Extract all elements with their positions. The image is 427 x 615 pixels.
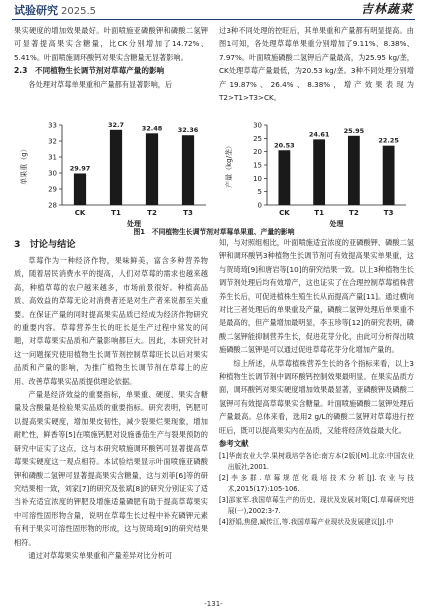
reference-item: [2]李多群.草莓规范化栽培技术分析[J].农业与技术,2015(17):105-106. — [219, 473, 414, 493]
bottom-left-column — [14, 236, 208, 562]
y-tick-label: 30 — [48, 169, 57, 178]
bottom-right-column — [219, 236, 414, 528]
journal-name: 试验研究 2025.5 — [14, 4, 96, 17]
fruit-weight-chart — [14, 117, 214, 227]
section-title: 3 讨论与结论 — [14, 239, 76, 250]
page-number: -131- — [204, 600, 223, 608]
paragraph: 知，与对照组相比，叶面喷施适宜浓度的亚磷酸钾、磷酸二氢钾和调环酸钙3种植物生长调节剂可有效提高果实单果重，这与贺琦琦[9]和唐岩等[10]的研究结果一致。以上3种植物生长调节剂处理后均有效增产，这也证实了在合理控制草莓植株营养生长后，可促进植株生殖生长从而提高产量[11]。通过横向对比三者处理后的单果重及产量，磷酸二氢钾处理后单果重不是最高的，但产量增加最明显，李玉珍等[12]的研究表明，磷酸二氢钾能抑制营养生长，促进花芽分化，由此可分析得出喷施磷酸二氢钾是可以通过促进草莓花芽分化增加产量的。 — [219, 238, 414, 355]
x-tick-label: CK — [74, 209, 86, 217]
bar-value-label: 22.25 — [378, 136, 399, 145]
bar-t3 — [182, 135, 194, 205]
x-tick-label: T1 — [314, 209, 324, 217]
page-header — [12, 0, 415, 20]
bar-value-label: 25.95 — [343, 126, 365, 135]
bar-value-label: 24.61 — [308, 130, 330, 139]
y-tick-label: 10 — [253, 174, 262, 183]
x-axis-label: 处理 — [329, 220, 344, 227]
subsection-heading: 2.3 不同植物生长调节剂对草莓产量的影响 — [14, 66, 165, 76]
bar-value-label: 32.7 — [107, 120, 125, 129]
x-axis-label: 处理 — [127, 220, 141, 227]
y-tick-label: 29 — [48, 185, 57, 194]
paragraph: 各处理对草莓单果重和产量都有显著影响，后 — [28, 79, 173, 89]
x-tick-label: T3 — [183, 209, 193, 217]
reference-item: [1]华南农业大学.果树栽培学各论:南方本(2版)[M].北京:中国农业出版社,2001. — [219, 451, 414, 471]
bar-ck — [278, 150, 290, 205]
references-title: 参考文献 — [219, 439, 249, 449]
journal-logo: 吉林蔬菜 — [360, 2, 413, 16]
bar-t2 — [348, 136, 360, 205]
figure-1 — [14, 117, 414, 237]
bar-value-label: 32.48 — [141, 124, 163, 133]
bar-t1 — [110, 130, 122, 205]
yield-chart — [219, 117, 414, 227]
y-tick-label: 28 — [48, 201, 57, 210]
y-axis-label: 产量（kg/垄） — [225, 142, 233, 188]
y-tick-label: 32 — [48, 137, 57, 146]
x-tick-label: CK — [279, 209, 290, 217]
paragraph: 综上所述，从草莓植株营养生长的各个指标来看，以上3种植物生长调节剂中调环酸钙控制效果最明显。在果实品质方面，调环酸钙对果实硬度增加效果最显著，亚磷酸钾及磷酸二氢钾可有效提高草莓果实含糖量。叶面喷施磷酸二氢钾处理后产量最高。总体来看，选用2 g/L的磷酸二氢钾对草莓进行控旺后，既可以提高果实内在品质，又能将经济效益最大化。 — [219, 358, 414, 435]
reference-item: [3]邵家军.我国草莓生产的历史、现状及发展对策[C].草莓研究进展(一),2002:3-7. — [219, 495, 414, 515]
bar-value-label: 29.97 — [69, 164, 91, 173]
paragraph: 过3种不同处理的控旺后，其单果重和产量都有明显提高。由图1可知，各处理草莓单果重分别增加了9.11%、8.38%、7.97%。叶面喷施磷酸二氢钾后产量最高，为25.95 kg/垄，CK处理草莓产量最低，为20.53 kg/垄。3种不同处理分别增产19.87%、26.4%、8.38%，增产效果表现为T2>T1>T3>CK。 — [219, 26, 414, 103]
paragraph: 果实硬度的增加效果最好。叶面喷施亚磷酸钾和磷酸二氢钾可显著提高果实含糖量，比CK分别增加了14.72%、5.41%。叶面喷施调环酸钙对果实含糖量无显著影响。 — [14, 26, 208, 62]
paragraph: 产量是经济效益的重要指标，单果重、硬度、果实含糖量及含酸量是检验果实品质的重要指标。研究表明，钙肥可以提高果实硬度，增加果皮韧性，减少裂果烂果现象，增加耐贮性，鲜香等[5]在喷施钙肥对设施番茄生产与裂果预防的研究中证实了这点，这与本研究喷施调环酸钙可显著提高草莓果实硬度这一观点相符。本试验结果显示叶面喷施亚磷酸钾和磷酸二氢钾可显著提高果实含糖量，这与刘菲[6]等的研究结果相一致，刘家[7]的研究及张斌[8]的研究分别证实了适当补充适宜浓度的钾肥及增施适量磷肥有助于提高草莓果实中可溶性固形物含量，说明在草莓生长过程中补充磷钾元素有利于果实可溶性固形物的形成，这与贺琦琦[9]的研究结果相符。 — [14, 390, 208, 547]
top-right-column — [219, 24, 414, 104]
y-tick-label: 5 — [257, 188, 262, 197]
y-tick-label: 15 — [253, 161, 262, 170]
x-tick-label: T1 — [111, 209, 121, 217]
bar-ck — [74, 173, 86, 205]
bar-t3 — [383, 146, 395, 205]
y-tick-label: 33 — [48, 121, 57, 130]
top-left-column — [14, 24, 208, 91]
bar-t2 — [146, 133, 158, 205]
y-tick-label: 20 — [253, 148, 262, 157]
y-tick-label: 25 — [253, 134, 262, 143]
bar-value-label: 32.36 — [177, 126, 199, 135]
paragraph: 草莓作为一种经济作物，果味鲜美，富含多种营养物质，随着居民消费水平的提高，人们对草莓的需求也越来越高，种植草莓的农户越来越多，市场前景很好。种植高品质、高效益的草莓无论对消费者还是对生产者来说都至关重要。在保证产量的同时提高果实品质已经成为经济作物研究的重要内容。草莓营养生长的旺长是生产过程中常发的问题，对草莓果实品质和产量影响都巨大。因此，本研究针对这一问题探究使用植物生长调节剂控制草莓旺长以后对果实品质和产量的影响，为推广植物生长调节剂在草莓上的应用、改善草莓果实品质提供理论依据。 — [14, 256, 208, 386]
bar-t1 — [313, 139, 325, 205]
x-tick-label: T3 — [383, 209, 394, 217]
figure-caption: 图1 不同植物生长调节剂对草莓单果重、产量的影响 — [133, 228, 295, 236]
y-tick-label: 30 — [253, 121, 262, 130]
issue-year: 2025.5 — [61, 6, 96, 17]
x-tick-label: T2 — [147, 209, 157, 217]
reference-item: [4]舒娟,焦健,臧传江,等.我国草莓产业现状及发展建议[J].中 — [219, 517, 394, 526]
y-tick-label: 0 — [257, 201, 262, 210]
x-tick-label: T2 — [349, 209, 359, 217]
bar-value-label: 20.53 — [274, 141, 295, 150]
y-tick-label: 31 — [48, 153, 57, 162]
y-axis-label: 单果重（g） — [20, 145, 28, 185]
paragraph: 通过对草莓果实单果重和产量差异对比分析可 — [28, 550, 173, 560]
